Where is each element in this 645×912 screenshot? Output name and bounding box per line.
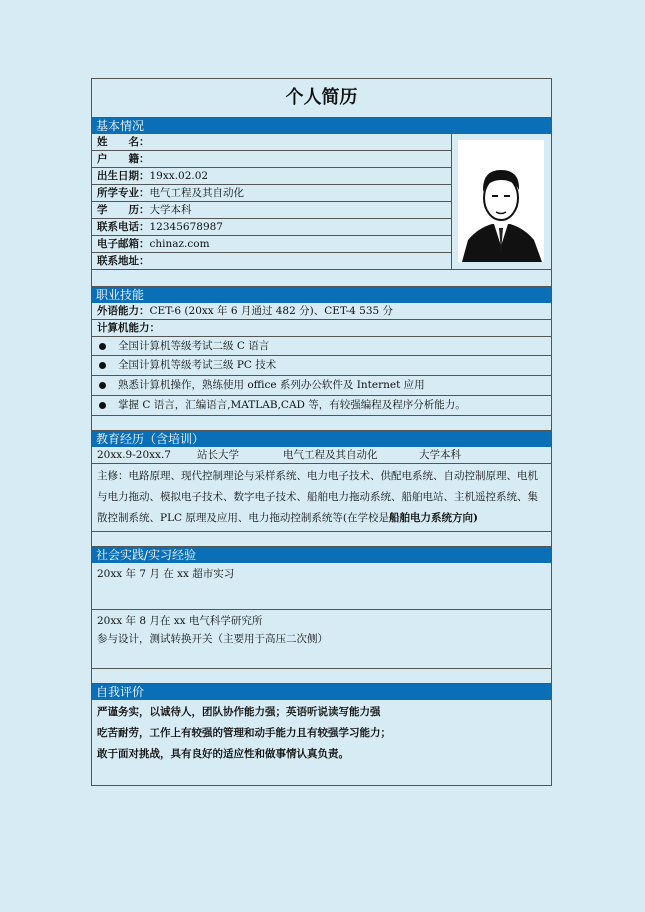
field-label: 联系电话： [97, 221, 150, 233]
skill-item: 熟悉计算机操作，熟练使用 office 系列办公软件及 Internet 应用 [118, 379, 425, 391]
bullet-icon [99, 343, 106, 350]
skill-item: 掌握 C 语言，汇编语言,MATLAB,CAD 等，有较强编程及程序分析能力。 [118, 399, 466, 411]
list-item [92, 337, 551, 356]
evaluation-line: 敢于面对挑战，具有良好的适应性和做事情认真负责。 [97, 748, 349, 760]
edu-degree: 大学本科 [419, 449, 461, 461]
education-row [92, 447, 551, 464]
field-label: 联系地址： [97, 255, 150, 267]
practice-item-1 [92, 563, 551, 610]
language-value: CET-6 (20xx 年 6 月通过 482 分)、CET-4 535 分 [149, 305, 394, 317]
field-value: 大学本科 [149, 204, 192, 216]
spacer-row [92, 416, 551, 431]
field-label: 户 籍： [97, 153, 150, 165]
evaluation-line: 吃苦耐劳，工作上有较强的管理和动手能力且有较强学习能力； [97, 727, 391, 739]
computer-label: 计算机能力： [97, 322, 160, 334]
field-value: 19xx.02.02 [149, 170, 209, 182]
edu-period: 20xx.9-20xx.7 [97, 449, 171, 461]
bullet-icon [99, 402, 106, 409]
courses-block [92, 464, 551, 532]
courses-text: 电路原理、现代控制理论与采样系统、电力电子技术、供配电系统、自动控制原理、电机与电力拖动、模拟电子技术、数字电子技术、船舶电力拖动系统、船舶电站、主机遥控系统、集散控制系统、PLC 原理及应用、电力拖动控制系统等(在学校是 [97, 470, 538, 524]
practice-item-2 [92, 610, 551, 669]
field-label: 姓 名： [97, 136, 150, 148]
computer-skill-row [92, 320, 551, 337]
courses-label: 主修： [97, 470, 129, 482]
section-basic-header: 基本情况 [92, 118, 551, 134]
field-address [92, 253, 451, 269]
spacer-row [92, 532, 551, 547]
evaluation-line: 严谨务实，以诚待人，团队协作能力强；英语听说读写能力强 [97, 706, 381, 718]
field-label: 电子邮箱： [97, 238, 150, 250]
language-skill-row [92, 303, 551, 320]
edu-major: 电气工程及其自动化 [283, 449, 378, 461]
section-skills-header: 职业技能 [92, 287, 551, 303]
spacer-row [92, 270, 551, 287]
practice-text: 20xx 年 7 月 在 xx 超市实习 [97, 568, 235, 580]
photo-cell [452, 134, 551, 269]
field-major [92, 185, 451, 202]
section-evaluation-header: 自我评价 [92, 684, 551, 700]
practice-desc: 参与设计，测试转换开关（主要用于高压二次侧） [97, 633, 328, 645]
field-label: 学 历： [97, 204, 150, 216]
field-email [92, 236, 451, 253]
basic-info-fields [92, 134, 452, 269]
language-label: 外语能力： [97, 305, 150, 317]
profile-photo [458, 140, 544, 262]
list-item [92, 376, 551, 396]
field-value: chinaz.com [149, 238, 210, 250]
spacer-row [92, 669, 551, 684]
field-label: 出生日期： [97, 170, 150, 182]
field-value: 电气工程及其自动化 [149, 187, 244, 199]
field-hukou [92, 151, 451, 168]
resume-sheet [91, 78, 552, 786]
field-value: 12345678987 [149, 221, 223, 233]
bullet-icon [99, 362, 106, 369]
evaluation-block [92, 700, 551, 767]
page-title: 个人简历 [92, 79, 551, 118]
skill-item: 全国计算机等级考试三级 PC 技术 [118, 359, 277, 371]
field-birthdate [92, 168, 451, 185]
list-item [92, 356, 551, 376]
section-practice-header: 社会实践/实习经验 [92, 547, 551, 563]
practice-title: 20xx 年 8 月在 xx 电气科学研究所 [97, 615, 263, 627]
field-label: 所学专业： [97, 187, 150, 199]
basic-info-table [92, 134, 551, 270]
bullet-icon [99, 382, 106, 389]
edu-school: 站长大学 [197, 449, 239, 461]
section-education-header: 教育经历（含培训） [92, 431, 551, 447]
skill-item: 全国计算机等级考试二级 C 语言 [118, 340, 270, 352]
field-education [92, 202, 451, 219]
field-phone [92, 219, 451, 236]
courses-emphasis: 船舶电力系统方向) [389, 512, 478, 524]
list-item [92, 396, 551, 416]
field-name [92, 134, 451, 151]
